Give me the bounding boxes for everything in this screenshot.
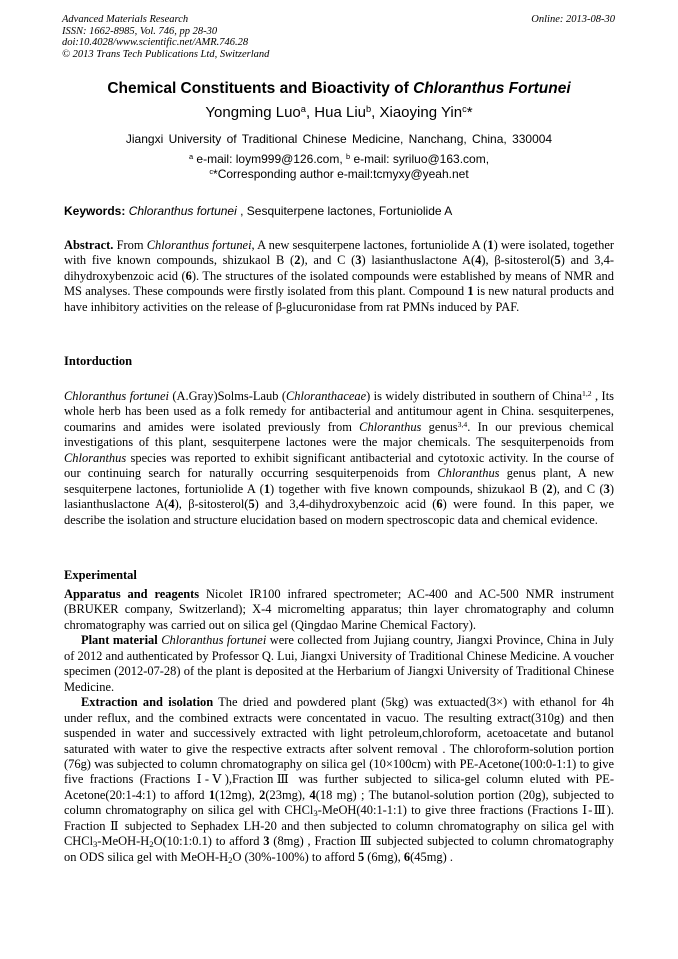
introduction-paragraph: Chloranthus fortunei (A.Gray)Solms-Laub (Chloranthaceae) is widely distributed in southern of China$^{1,2}$ , Its whole herb has been used as a folk remedy for antibacterial and antitumour agent in China. sesquiterpenes, coumarins and amides were isolated previously from Chloranthus genus$^{3,4}$. In our previous chemical investigations of this plant, sesquiterpene lactones were the major chemicals. The sesquiterpenoids from Chloranthus species was reported to exhibit significant antibacterial and cytotoxic activity. In the course of our continuing search for naturally occurring sesquiterpenoids from Chloranthus genus plant, A new sesquiterpene lactones, fortuniolide A (1) together with five known compounds, shizukaol B (2), and C (3) lasianthuslactone A(4), β-sitosterol(5) and 3,4-dihydroxybenzoic acid (6) were found. In this paper, we describe the isolation and structure elucidation based on modern spectroscopic data and chemical evidence. <box>64 388 615 527</box>
journal-header <box>62 14 269 60</box>
author-emails: $^a$ e-mail: loym999@126.com, $^b$ e-mail: syriluo@163.com, $^c$*Corresponding author e-mail:tcmyxy@yeah.net <box>188 151 490 181</box>
paragraph-plant-material: Plant material Chloranthus fortunei were collected from Jujiang country, Jiangxi Province, China in July of 2012 and authenticated by Professor Q. Lui, Jiangxi University of Traditional Chinese Medicine. A voucher specimen (2012-07-28) of the plant is deposited at the Herbarium of Jiangxi University of Traditional Chinese Medicine. <box>64 633 614 694</box>
affiliation: Jiangxi University of Traditional Chinese Medicine, Nanchang, China, 330004 <box>125 132 553 146</box>
author-list: Yongming Luo$^a$, Hua Liu$^b$, Xiaoying Yin$^c$* <box>205 103 473 121</box>
section-heading-experimental: Experimental <box>64 568 137 582</box>
paragraph-extraction: Extraction and isolation The dried and powdered plant (5kg) was extuacted(3×) with ethanol for 4h under reflux, and the combined extracts were concentated in vacuo. The resulting extract(310g) and then suspended in water and successively extracted with light petroleum,chloroform, acetoacetate and butanol saturated with water to give the respective extracts after solvent removal . The chloroform-solution portion (76g) was subjected to column chromatography on silica gel (10×100cm) with PE-Acetone(100:0-1:1) to give five fractions (Fractions Ⅰ-Ⅴ),FractionⅢ was further subjected to silica-gel column eluted with PE-Acetone(20:1-4:1) to afford 1(12mg), 2(23mg), 4(18 mg) ; The butanol-solution portion (20g), subjected to column chromatography on silica gel with CHCl$_3$-MeOH(40:1-1:1) to give three fractions (Fractions Ⅰ-Ⅲ). Fraction Ⅱ subjected to Sephadex LH-20 and then subjected to column chromatography on silica gel with $CHCl_3-MeOH-H_2O(10:1:0.1)$ to afford 3 (8mg) , Fraction Ⅲ subjected subjected to column chromatography on ODS silica gel with MeOH-$H_2O$ (30%-100%) to afford 5 (6mg), 6(45mg) . <box>64 695 615 865</box>
journal-copyright: © 2013 Trans Tech Publications Ltd, Switzerland <box>62 48 270 60</box>
journal-issn: ISSN: 1662-8985, Vol. 746, pp 28-30 <box>62 25 218 37</box>
keywords: Keywords: Chloranthus fortunei , Sesquiterpene lactones, Fortuniolide A <box>64 204 453 218</box>
journal-name: Advanced Materials Research <box>62 14 189 25</box>
paper-title: Chemical Constituents and Bioactivity of Chloranthus Fortunei <box>107 80 571 97</box>
experimental-section <box>64 587 614 865</box>
abstract: Abstract. From Chloranthus fortunei, A new sesquiterpene lactones, fortuniolide A (1) were isolated, together with five known compounds, shizukaol B (2), and C (3) lasianthuslactone A(4), β-sitosterol(5) and 3,4-dihydroxybenzoic acid (6). The structures of the isolated compounds were established by means of NMR and MS analyses. These compounds were firstly isolated from this plant. Compound 1 is new natural products and have inhibitory activities on the release of β-glucuronidase from rat PMNs induced by PAF. <box>64 238 614 314</box>
paragraph-apparatus: Apparatus and reagents Nicolet IR100 infrared spectrometer; AC-400 and AC-500 NMR instrument (BRUKER company, Switzerland); X-4 micromelting apparatus; thin layer chromatography and column chromatography was carried out on silica gel (Qingdao Marine Chemical Factory). <box>64 587 614 632</box>
online-date: Online: 2013-08-30 <box>531 14 615 25</box>
section-heading-introduction: Intorduction <box>64 354 133 368</box>
journal-doi: doi:10.4028/www.scientific.net/AMR.746.28 <box>62 37 249 49</box>
